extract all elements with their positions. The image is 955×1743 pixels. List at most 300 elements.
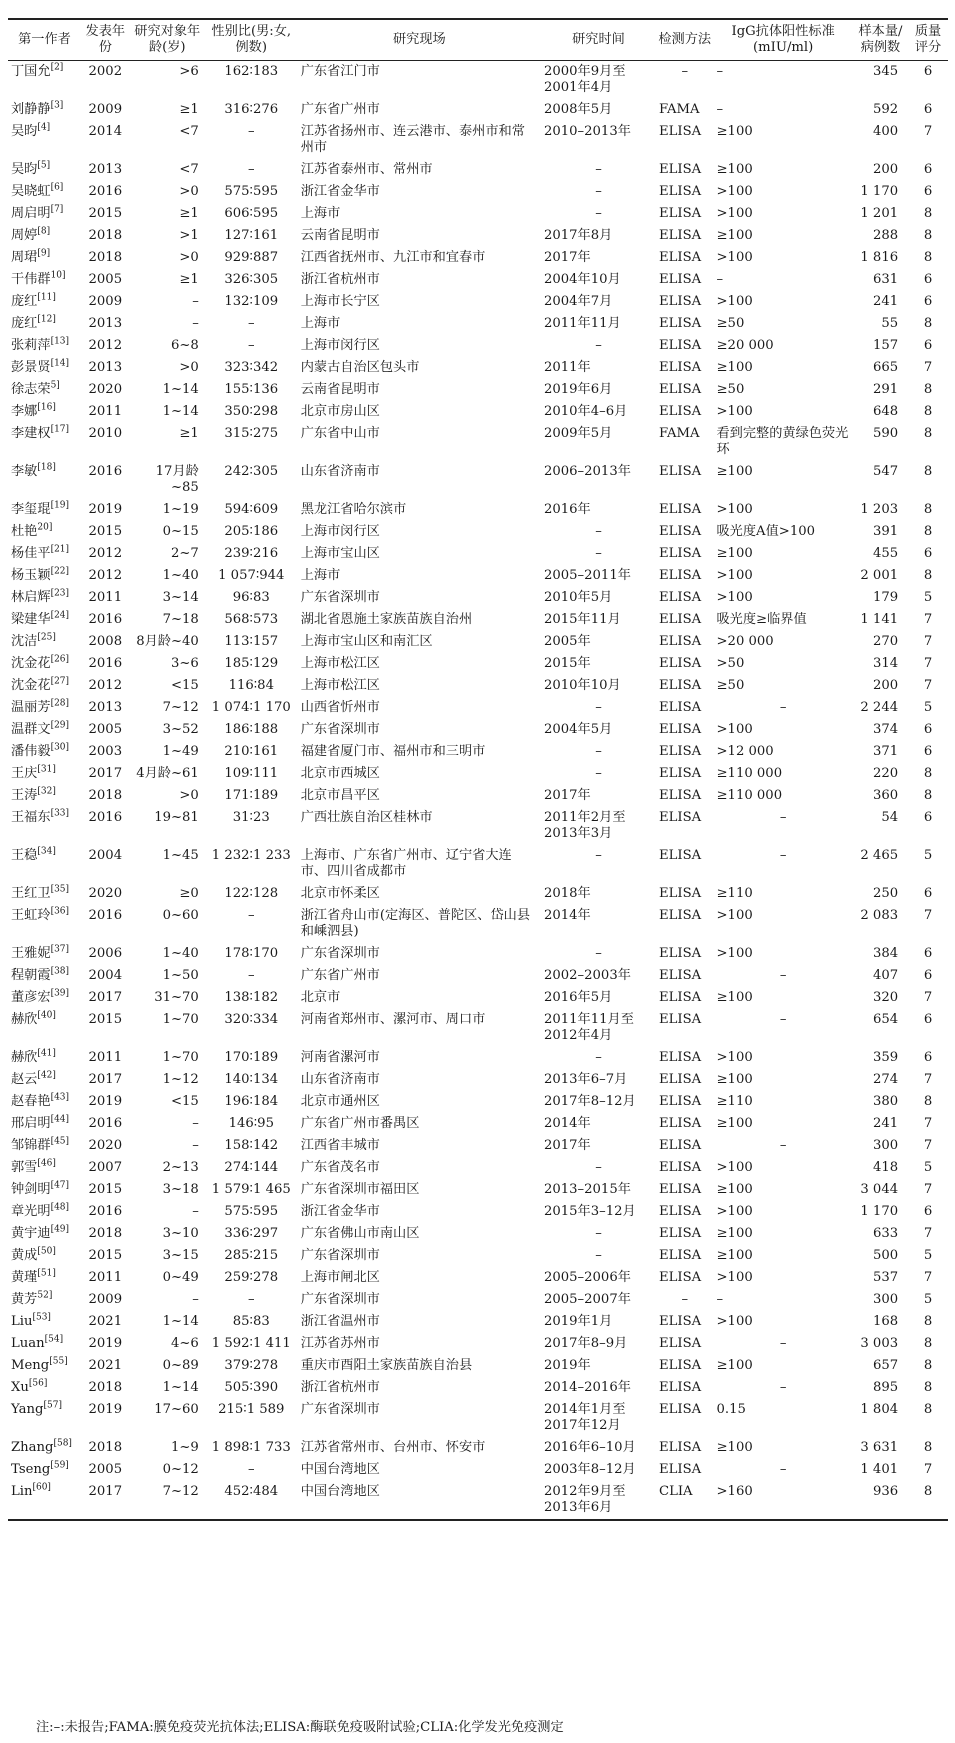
cell-age: 0~60 [162,908,199,923]
cell-year: 2013 [88,162,123,177]
cell-site: 广东省深圳市 [300,1292,380,1307]
cell-igg-standard: ≥50 [716,382,745,397]
cell-method: ELISA [659,1248,702,1263]
cell-sex-ratio: 274∶144 [224,1160,279,1175]
cell-igg-standard: >50 [716,656,745,671]
cell-age: 17~60 [154,1402,199,1417]
cell-sample-size: 500 [872,1248,899,1263]
cell-time: 2011年2月至2013年3月 [544,810,626,841]
cell-quality-score: 6 [923,64,933,79]
author-name: 吴晓虹 [11,184,51,199]
author-name: Lin [11,1484,33,1499]
table-row [8,1135,948,1157]
cell-age: ≥1 [179,426,199,441]
cell-quality-score: 7 [923,1116,933,1131]
cell-sex-ratio: 1 057∶944 [218,568,285,583]
cell-site: 广东省深圳市 [300,590,380,605]
cell-igg-standard: – [779,1138,787,1153]
cell-sample-size: 1 170 [860,1204,899,1219]
cell-quality-score: 6 [923,722,933,737]
cell-sample-size: 270 [872,634,899,649]
cell-quality-score: 7 [923,634,933,649]
cell-quality-score: 6 [923,886,933,901]
cell-year: 2016 [88,656,123,671]
cell-method: ELISA [659,848,702,863]
cell-age: 8月龄~40 [136,634,199,649]
author-name: 沈洁 [11,634,38,649]
cell-sex-ratio: 575∶595 [224,184,279,199]
reference-number: [29] [50,720,70,731]
cell-year: 2016 [88,1204,123,1219]
cell-sample-size: 455 [872,546,899,561]
author-name: 赫欣 [11,1050,38,1065]
cell-method: ELISA [659,1050,702,1065]
cell-time: 2014年1月至2017年12月 [544,1402,626,1433]
reference-number: [39] [50,988,70,999]
cell-site: 上海市松江区 [300,678,380,693]
cell-sample-size: 895 [872,1380,899,1395]
table-row [8,785,948,807]
table-header [8,19,948,61]
reference-number: [13] [50,336,70,347]
cell-age: 1~9 [170,1440,199,1455]
cell-age: 0~89 [162,1358,199,1373]
reference-number: [55] [49,1356,68,1367]
author-name: 程朝霞 [11,968,51,983]
cell-site: 广东省深圳市福田区 [300,1182,420,1197]
cell-sample-size: 250 [872,886,899,901]
author-name: Yang [11,1402,44,1417]
cell-sex-ratio: 96∶83 [232,590,270,605]
cell-time: 2005–2011年 [544,568,631,583]
reference-number: [59] [50,1460,69,1471]
cell-site: 广东省佛山市南山区 [300,1226,420,1241]
cell-quality-score: 8 [923,1402,933,1417]
cell-age: – [192,1116,199,1131]
cell-igg-standard: >100 [716,1314,753,1329]
cell-author [8,335,81,357]
reference-number: [23] [50,588,70,599]
author-name: 温丽芳 [11,700,51,715]
cell-year: 2011 [88,1050,123,1065]
author-name: 黄瑾 [11,1270,38,1285]
cell-author [8,543,81,565]
table-row [8,1267,948,1289]
cell-sample-size: 55 [881,316,899,331]
cell-igg-standard: ≥110 [716,1094,753,1109]
reference-number: [56] [28,1378,48,1389]
cell-sex-ratio: 170∶189 [224,1050,279,1065]
cell-method: ELISA [659,810,702,825]
author-name: 郭雪 [11,1160,38,1175]
author-name: 邢启明 [11,1116,51,1131]
cell-sex-ratio: 606∶595 [224,206,279,221]
cell-method: ELISA [659,1072,702,1087]
cell-author [8,1009,81,1047]
cell-age: 1~49 [162,744,199,759]
cell-method: ELISA [659,294,702,309]
reference-number: [2] [50,62,64,73]
cell-method: ELISA [659,1138,702,1153]
cell-sample-size: 359 [872,1050,899,1065]
cell-author [8,1311,81,1333]
col-method: 检测方法 [658,32,712,47]
cell-sample-size: 3 044 [860,1182,899,1197]
cell-year: 2018 [88,228,123,243]
cell-age: 4月龄~61 [136,766,199,781]
cell-year: 2021 [88,1314,123,1329]
cell-site: 北京市昌平区 [300,788,380,803]
reference-number: [44] [50,1114,70,1125]
cell-author [8,763,81,785]
cell-author [8,159,81,181]
cell-year: 2015 [88,1182,123,1197]
cell-igg-standard: – [779,810,787,825]
cell-author [8,1399,81,1437]
cell-time: 2017年 [544,250,591,265]
col-igg-standard: IgG抗体阳性标准(mIU/ml) [731,24,835,55]
cell-sex-ratio: 326∶305 [224,272,279,287]
reference-number: [3] [50,100,64,111]
cell-sample-size: 657 [872,1358,899,1373]
author-name: 干伟群 [11,272,51,287]
cell-year: 2012 [88,546,123,561]
cell-author [8,943,81,965]
cell-author [8,883,81,905]
cell-year: 2007 [88,1160,123,1175]
cell-year: 2002 [88,64,123,79]
reference-number: [26] [50,654,70,665]
cell-age: – [192,316,199,331]
cell-age: 3~6 [170,656,199,671]
cell-method: ELISA [659,1380,702,1395]
table-row [8,543,948,565]
cell-quality-score: 8 [923,1440,933,1455]
cell-igg-standard: ≥100 [716,1248,753,1263]
reference-number: [51] [37,1268,56,1279]
cell-sex-ratio: – [247,338,255,353]
cell-sex-ratio: 1 232∶1 233 [211,848,291,863]
cell-author [8,565,81,587]
table-row [8,269,948,291]
cell-year: 2003 [88,744,123,759]
cell-quality-score: 6 [923,102,933,117]
author-name: 王虹玲 [11,908,51,923]
cell-time: – [595,1248,602,1263]
cell-time: 2017年8–12月 [544,1094,636,1109]
cell-time: 2017年 [544,788,591,803]
cell-site: 北京市房山区 [300,404,380,419]
cell-sample-size: 633 [872,1226,899,1241]
cell-sex-ratio: 132∶109 [224,294,279,309]
table-row [8,121,948,159]
cell-author [8,1135,81,1157]
cell-year: 2015 [88,1012,123,1027]
author-name: 章光明 [11,1204,51,1219]
cell-sample-size: 631 [872,272,899,287]
author-name: 吴昀 [11,162,38,177]
cell-sample-size: 3 003 [860,1336,899,1351]
cell-sex-ratio: 259∶278 [224,1270,279,1285]
cell-age: <7 [179,162,199,177]
cell-time: – [595,744,602,759]
cell-sample-size: 274 [872,1072,899,1087]
cell-quality-score: 6 [923,272,933,287]
cell-time: 2005年 [544,634,591,649]
cell-igg-standard: ≥110 000 [716,788,783,803]
cell-quality-score: 5 [923,1160,933,1175]
table-row [8,1437,948,1459]
cell-time: 2017年 [544,1138,591,1153]
cell-age: 1~14 [162,404,199,419]
cell-quality-score: 8 [923,568,933,583]
cell-method: ELISA [659,524,702,539]
cell-author [8,697,81,719]
cell-year: 2018 [88,1440,123,1455]
cell-age: 6~8 [170,338,199,353]
cell-method: ELISA [659,1402,702,1417]
cell-year: 2016 [88,908,123,923]
table-row [8,675,948,697]
cell-sex-ratio: 210∶161 [224,744,279,759]
cell-sample-size: 654 [872,1012,899,1027]
table-body [8,61,948,1521]
reference-number: 10] [50,270,66,281]
cell-sample-size: 936 [872,1484,899,1499]
cell-sample-size: 1 170 [860,184,899,199]
cell-sex-ratio: – [247,908,255,923]
cell-sex-ratio: 1 592∶1 411 [211,1336,291,1351]
cell-sample-size: 380 [872,1094,899,1109]
author-name: Zhang [11,1440,54,1455]
col-year: 发表年份 [85,24,126,55]
cell-year: 2016 [88,184,123,199]
cell-igg-standard: ≥100 [716,990,753,1005]
cell-sex-ratio: 1 074∶1 170 [211,700,291,715]
cell-sex-ratio: 594∶609 [224,502,279,517]
cell-igg-standard: >20 000 [716,634,774,649]
cell-quality-score: 7 [923,908,933,923]
table-row [8,943,948,965]
reference-number: [8] [37,226,51,237]
author-name: 周启明 [11,206,51,221]
cell-site: 北京市通州区 [300,1094,380,1109]
table-row [8,905,948,943]
cell-sex-ratio: 162∶183 [224,64,279,79]
cell-method: ELISA [659,766,702,781]
cell-sample-size: 300 [872,1138,899,1153]
author-name: 温群文 [11,722,51,737]
cell-sex-ratio: 1 898∶1 733 [211,1440,291,1455]
cell-site: 浙江省舟山市(定海区、普陀区、岱山县和嵊泗县) [300,908,531,939]
cell-site: 浙江省温州市 [300,1314,380,1329]
cell-sample-size: 3 631 [860,1440,899,1455]
cell-method: ELISA [659,968,702,983]
cell-quality-score: 7 [923,990,933,1005]
author-name: 邹锦群 [11,1138,51,1153]
cell-year: 2005 [88,272,123,287]
cell-age: 1~40 [162,946,199,961]
cell-site: 山西省忻州市 [300,700,380,715]
cell-author [8,247,81,269]
cell-sample-size: 300 [872,1292,899,1307]
cell-year: 2018 [88,1226,123,1241]
author-name: 杜艳 [11,524,38,539]
cell-sex-ratio: 505∶390 [224,1380,279,1395]
cell-sample-size: 168 [872,1314,899,1329]
cell-age: 1~14 [162,1314,199,1329]
cell-time: 2004年5月 [544,722,613,737]
cell-quality-score: 7 [923,1182,933,1197]
cell-method: ELISA [659,1462,702,1477]
cell-sample-size: 320 [872,990,899,1005]
cell-author [8,1201,81,1223]
cell-time: 2005–2007年 [544,1292,631,1307]
cell-author [8,269,81,291]
cell-sex-ratio: 31∶23 [232,810,270,825]
cell-site: 上海市 [300,316,341,331]
cell-age: <15 [170,1094,199,1109]
cell-age: 1~19 [162,502,199,517]
cell-age: 2~7 [170,546,199,561]
cell-age: 1~50 [162,968,199,983]
table-row [8,1157,948,1179]
cell-quality-score: 8 [923,206,933,221]
cell-igg-standard: 看到完整的黄绿色荧光环 [716,426,849,457]
reference-number: [36] [50,906,70,917]
cell-sex-ratio: 185∶129 [224,656,279,671]
cell-igg-standard: ≥100 [716,546,753,561]
cell-sex-ratio: 379∶278 [224,1358,279,1373]
reference-number: [37] [50,944,70,955]
cell-method: ELISA [659,946,702,961]
author-name: 王稳 [11,848,38,863]
cell-time: 2018年 [544,886,591,901]
cell-method: – [681,1292,689,1307]
cell-quality-score: 7 [923,656,933,671]
cell-age: 31~70 [154,990,199,1005]
reference-number: [54] [44,1334,64,1345]
table-row [8,653,948,675]
cell-author [8,845,81,883]
cell-author [8,1289,81,1311]
col-sex-ratio: 性别比(男:女,例数) [211,24,292,55]
cell-author [8,785,81,807]
table-row [8,1223,948,1245]
cell-time: 2019年 [544,1358,591,1373]
reference-number: [49] [50,1224,70,1235]
table-row [8,1355,948,1377]
cell-age: 3~18 [162,1182,199,1197]
author-name: 王雅妮 [11,946,51,961]
cell-sample-size: 200 [872,162,899,177]
col-age: 研究对象年龄(岁) [134,24,201,55]
cell-author [8,461,81,499]
reference-number: 52] [37,1290,53,1301]
cell-year: 2004 [88,968,123,983]
cell-time: 2017年8–9月 [544,1336,628,1351]
author-name: 沈金花 [11,656,51,671]
cell-time: 2012年9月至2013年6月 [544,1484,626,1515]
cell-method: ELISA [659,1270,702,1285]
cell-author [8,1267,81,1289]
cell-year: 2009 [88,294,123,309]
cell-igg-standard: >12 000 [716,744,774,759]
cell-igg-standard: >100 [716,404,753,419]
cell-sample-size: 179 [872,590,899,605]
cell-age: ≥0 [179,886,199,901]
table-row [8,587,948,609]
cell-sex-ratio: 196∶184 [224,1094,279,1109]
table-row [8,1245,948,1267]
cell-igg-standard: ≥100 [716,1182,753,1197]
cell-quality-score: 8 [923,766,933,781]
cell-author [8,987,81,1009]
cell-author [8,99,81,121]
table-row [8,1289,948,1311]
cell-sample-size: 220 [872,766,899,781]
cell-sex-ratio: 336∶297 [224,1226,279,1241]
author-name: 李玺琨 [11,502,51,517]
cell-igg-standard: >100 [716,184,753,199]
author-name: 董彦宏 [11,990,51,1005]
cell-age: 1~14 [162,382,199,397]
cell-sex-ratio: 929∶887 [224,250,279,265]
cell-year: 2008 [88,634,123,649]
cell-site: 上海市闵行区 [300,338,380,353]
cell-sample-size: 288 [872,228,899,243]
cell-site: 上海市长宁区 [300,294,380,309]
cell-sample-size: 391 [872,524,899,539]
cell-method: ELISA [659,162,702,177]
reference-number: [27] [50,676,70,687]
cell-site: 山东省济南市 [300,464,380,479]
reference-number: [33] [50,808,70,819]
reference-number: [45] [50,1136,70,1147]
cell-year: 2019 [88,1336,123,1351]
table-row [8,565,948,587]
cell-sex-ratio: 1 579∶1 465 [211,1182,291,1197]
cell-sex-ratio: 127∶161 [224,228,279,243]
cell-sex-ratio: 138∶182 [224,990,279,1005]
cell-time: 2016年6–10月 [544,1440,636,1455]
cell-sample-size: 200 [872,678,899,693]
author-name: 周珺 [11,250,38,265]
cell-age: 7~12 [162,700,199,715]
cell-site: 湖北省恩施土家族苗族自治州 [300,612,473,627]
cell-age: 3~14 [162,590,199,605]
cell-method: – [681,64,689,79]
cell-site: 广东省广州市 [300,102,380,117]
reference-number: [6] [50,182,64,193]
table-row [8,1459,948,1481]
cell-author [8,1091,81,1113]
cell-site: 浙江省杭州市 [300,1380,380,1395]
cell-method: ELISA [659,1182,702,1197]
author-name: 庞红 [11,294,38,309]
table-row [8,521,948,543]
cell-sex-ratio: 186∶188 [224,722,279,737]
col-quality-score: 质量评分 [914,24,942,55]
cell-year: 2011 [88,590,123,605]
cell-author [8,1113,81,1135]
table-row [8,203,948,225]
cell-time: 2006–2013年 [544,464,631,479]
author-name: 赫欣 [11,1012,38,1027]
cell-igg-standard: >160 [716,1484,753,1499]
author-name: 钟剑明 [11,1182,51,1197]
cell-quality-score: 8 [923,1314,933,1329]
